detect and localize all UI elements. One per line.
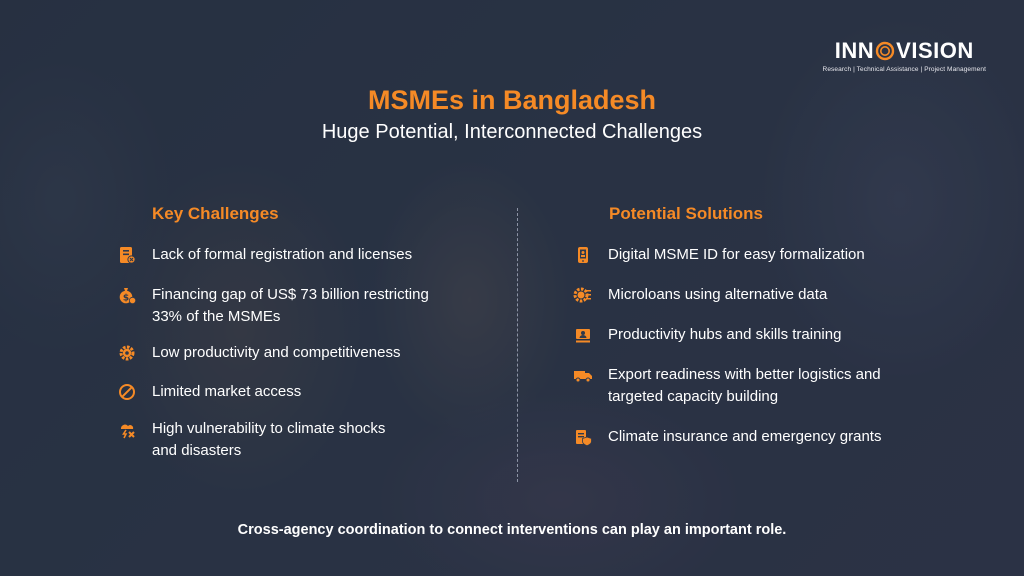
solution-item: [572, 244, 865, 266]
logo-text-right: VISION: [896, 38, 974, 63]
challenge-line: Limited market access: [152, 383, 302, 400]
challenge-text: [152, 342, 400, 364]
challenge-item: [116, 284, 429, 328]
logo-ring-icon: [875, 41, 895, 61]
innovision-logo: [823, 38, 986, 73]
prohibited-icon: [116, 381, 138, 403]
training-hub-icon: [572, 324, 594, 346]
logo-tagline: Research | Technical Assistance | Project Management: [822, 66, 986, 73]
challenge-text: [152, 284, 429, 328]
solution-item: [572, 324, 841, 346]
solution-line: Climate insurance and emergency grants: [608, 428, 882, 445]
delivery-truck-icon: [572, 364, 594, 386]
solution-item: [572, 426, 881, 448]
challenge-line: 33% of the MSMEs: [152, 308, 281, 325]
challenge-line: Financing gap of US$ 73 billion restricting: [152, 286, 429, 303]
challenge-text: [152, 418, 385, 462]
potential-solutions-heading: Potential Solutions: [609, 204, 763, 223]
key-challenges-heading: Key Challenges: [152, 204, 279, 223]
solution-item: [572, 284, 827, 306]
slide-subtitle: Huge Potential, Interconnected Challenges: [321, 121, 703, 143]
climate-disaster-icon: [116, 418, 138, 440]
challenge-line: Lack of formal registration and licenses: [152, 246, 413, 263]
solution-text: [608, 284, 827, 306]
solution-line: Productivity hubs and skills training: [608, 326, 842, 343]
challenge-item: [116, 381, 301, 403]
challenge-item: [116, 342, 400, 364]
solution-line: Microloans using alternative data: [608, 286, 828, 303]
solution-line: Export readiness with better logistics and: [608, 366, 881, 383]
challenge-text: [152, 244, 412, 266]
challenge-line: Low productivity and competitiveness: [152, 344, 401, 361]
column-divider: [517, 208, 518, 482]
microloan-icon: [572, 284, 594, 306]
solution-item: [572, 364, 881, 408]
challenge-line: and disasters: [152, 442, 242, 459]
money-bag-icon: [116, 284, 138, 306]
solution-text: [608, 426, 881, 448]
document-license-icon: [116, 244, 138, 266]
challenge-text: [152, 381, 301, 403]
logo-wordmark: [823, 38, 986, 64]
slide-title: MSMEs in Bangladesh: [367, 85, 657, 115]
digital-id-icon: [572, 244, 594, 266]
logo-text-left: INN: [834, 38, 875, 63]
solution-text: [608, 364, 881, 408]
footer-note: Cross-agency coordination to connect interventions can play an important role.: [237, 522, 787, 538]
challenge-line: High vulnerability to climate shocks: [152, 420, 386, 437]
gear-icon: [116, 342, 138, 364]
solution-text: [608, 324, 841, 346]
solution-text: [608, 244, 865, 266]
challenge-item: [116, 244, 412, 266]
solution-line: Digital MSME ID for easy formalization: [608, 246, 865, 263]
solution-line: targeted capacity building: [608, 388, 779, 405]
insurance-shield-icon: [572, 426, 594, 448]
challenge-item: [116, 418, 385, 462]
svg-text:$: $: [122, 293, 130, 304]
